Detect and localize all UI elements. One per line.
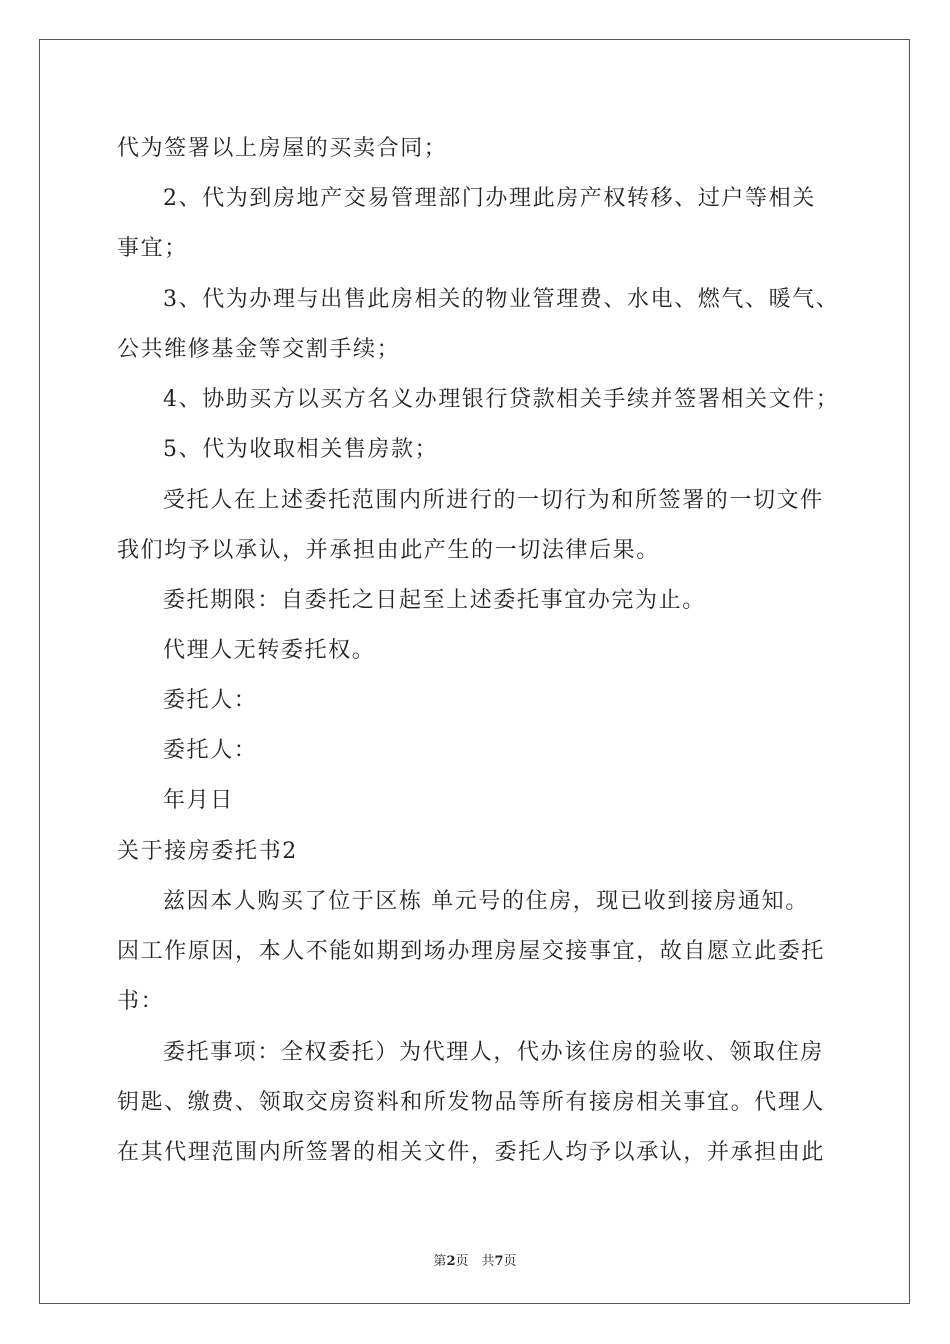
text-line: 兹因本人购买了位于区栋 单元号的住房，现已收到接房通知。 bbox=[163, 889, 809, 914]
footer-page-number: 2 bbox=[446, 1254, 456, 1269]
text-line: 委托期限：自委托之日起至上述委托事宜办完为止。 bbox=[163, 588, 706, 613]
text-line: 委托人： bbox=[163, 738, 258, 763]
text-line: 受托人在上述委托范围内所进行的一切行为和所签署的一切文件 bbox=[163, 488, 824, 513]
footer-prefix: 第 bbox=[433, 1254, 447, 1269]
text-line: 2、代为到房地产交易管理部门办理此房产权转移、过户等相关 bbox=[163, 186, 816, 211]
text-line: 4、协助买方以买方名义办理银行贷款相关手续并签署相关文件； bbox=[163, 387, 840, 412]
text-line: 在其代理范围内所签署的相关文件，委托人均予以承认，并承担由此 bbox=[117, 1140, 826, 1165]
text-line: 年月日 bbox=[163, 788, 234, 813]
text-line: 因工作原因，本人不能如期到场办理房屋交接事宜，故自愿立此委托 bbox=[117, 939, 826, 964]
text-line: 代为签署以上房屋的买卖合同； bbox=[117, 136, 448, 161]
text-line: 委托事项：全权委托）为代理人，代办该住房的验收、领取住房 bbox=[163, 1040, 824, 1065]
text-line: 事宜； bbox=[117, 236, 188, 261]
section-heading: 关于接房委托书2 bbox=[117, 839, 298, 864]
text-line: 书： bbox=[117, 989, 165, 1014]
text-line: 3、代为办理与出售此房相关的物业管理费、水电、燃气、暖气、 bbox=[163, 287, 840, 312]
text-line: 委托人： bbox=[163, 688, 258, 713]
text-line: 代理人无转委托权。 bbox=[163, 638, 376, 663]
text-line: 5、代为收取相关售房款； bbox=[163, 437, 439, 462]
text-line: 我们均予以承认，并承担由此产生的一切法律后果。 bbox=[117, 538, 660, 563]
text-line: 钥匙、缴费、领取交房资料和所发物品等所有接房相关事宜。代理人 bbox=[117, 1090, 826, 1115]
footer-middle: 页 共 bbox=[455, 1254, 495, 1269]
footer-suffix: 页 bbox=[503, 1254, 517, 1269]
text-line: 公共维修基金等交割手续； bbox=[117, 337, 401, 362]
page-footer bbox=[0, 1250, 950, 1269]
footer-total-pages: 7 bbox=[494, 1254, 504, 1269]
